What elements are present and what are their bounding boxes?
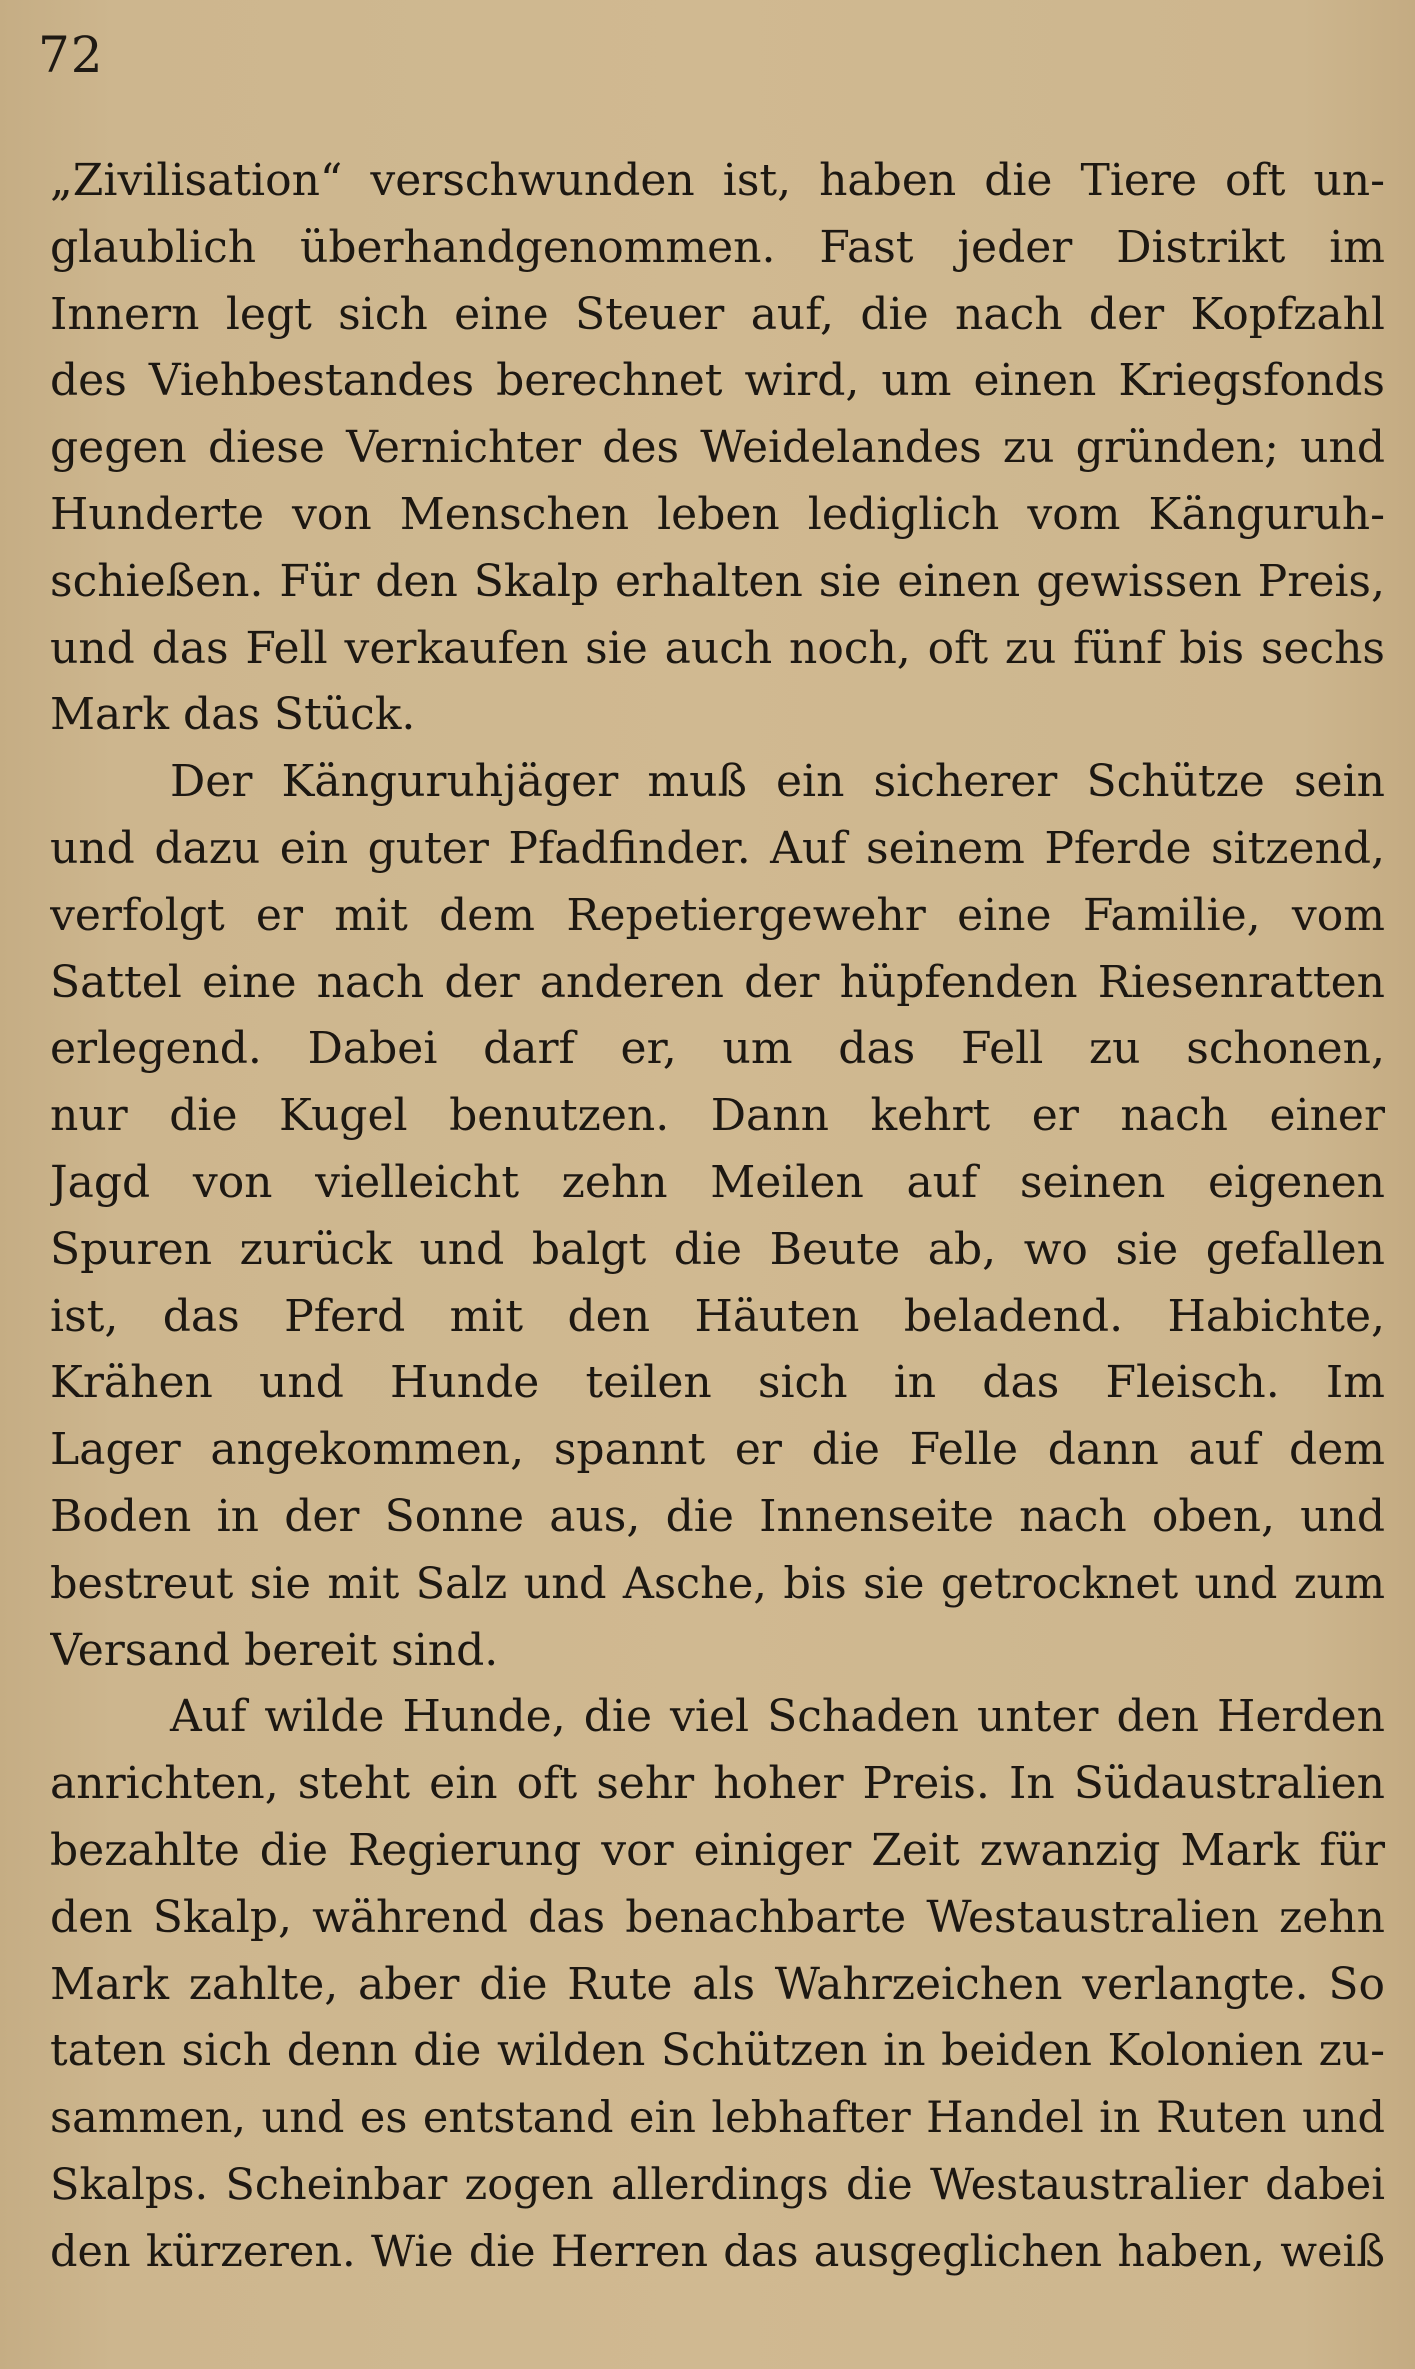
text-line: und das Fell verkaufen sie auch noch, oft zu fünf bis sechs (50, 622, 1385, 674)
text-line: Krähen und Hunde teilen sich in das Fleisch. Im (50, 1357, 1385, 1409)
paragraph (50, 148, 1385, 749)
text-line: Mark das Stück. (50, 689, 416, 741)
text-line: Boden in der Sonne aus, die Innenseite nach oben, und (50, 1490, 1385, 1542)
text-line: Auf wilde Hunde, die viel Schaden unter den Herden (170, 1691, 1385, 1743)
text-line: bestreut sie mit Salz und Asche, bis sie getrocknet und zum (50, 1558, 1385, 1609)
body-text (50, 148, 1385, 2286)
text-line: gegen diese Vernichter des Weidelandes zu gründen; und (50, 422, 1385, 474)
text-line: des Viehbestandes berechnet wird, um einen Kriegsfonds (50, 355, 1385, 407)
text-line: Innern legt sich eine Steuer auf, die nach der Kopfzahl (50, 288, 1385, 340)
text-line: Sattel eine nach der anderen der hüpfenden Riesenratten (50, 956, 1385, 1008)
page-number: 72 (38, 26, 104, 84)
text-line: glaublich überhandgenommen. Fast jeder Distrikt im (50, 221, 1385, 273)
paragraph (50, 749, 1385, 1684)
text-line: Der Känguruhjäger muß ein sicherer Schütze sein (170, 756, 1385, 808)
paragraph (50, 1684, 1385, 2285)
text-line: den Skalp, während das benachbarte Westaustralien zehn (50, 1891, 1385, 1943)
text-line: sammen, und es entstand ein lebhafter Handel in Ruten und (50, 2093, 1385, 2144)
text-line: verfolgt er mit dem Repetiergewehr eine Familie, vom (50, 889, 1385, 941)
text-line: Hunderte von Menschen leben lediglich vom Känguruh- (50, 488, 1385, 540)
text-line: Skalps. Scheinbar zogen allerdings die Westaustralier dabei (50, 2159, 1385, 2210)
text-line: ist, das Pferd mit den Häuten beladend. Habichte, (50, 1290, 1385, 1342)
text-line: den kürzeren. Wie die Herren das ausgeglichen haben, weiß (50, 2226, 1385, 2277)
text-line: erlegend. Dabei darf er, um das Fell zu schonen, (50, 1023, 1385, 1075)
text-line: taten sich denn die wilden Schützen in beiden Kolonien zu- (50, 2025, 1385, 2077)
text-line: Mark zahlte, aber die Rute als Wahrzeichen verlangte. So (50, 1958, 1385, 2010)
text-line: bezahlte die Regierung vor einiger Zeit zwanzig Mark für (50, 1824, 1385, 1876)
text-line: schießen. Für den Skalp erhalten sie einen gewissen Preis, (50, 555, 1385, 607)
text-line: Jagd von vielleicht zehn Meilen auf seinen eigenen (50, 1156, 1385, 1208)
text-line: Lager angekommen, spannt er die Felle dann auf dem (50, 1424, 1385, 1476)
text-line: Spuren zurück und balgt die Beute ab, wo sie gefallen (50, 1223, 1385, 1275)
text-line: und dazu ein guter Pfadfinder. Auf seinem Pferde sitzend, (50, 822, 1385, 874)
text-line: anrichten, steht ein oft sehr hoher Preis. In Südaustralien (50, 1758, 1385, 1810)
text-line: nur die Kugel benutzen. Dann kehrt er nach einer (50, 1090, 1385, 1142)
text-line: Versand bereit sind. (50, 1624, 499, 1676)
text-line: „Zivilisation“ verschwunden ist, haben die Tiere oft un- (50, 155, 1385, 206)
